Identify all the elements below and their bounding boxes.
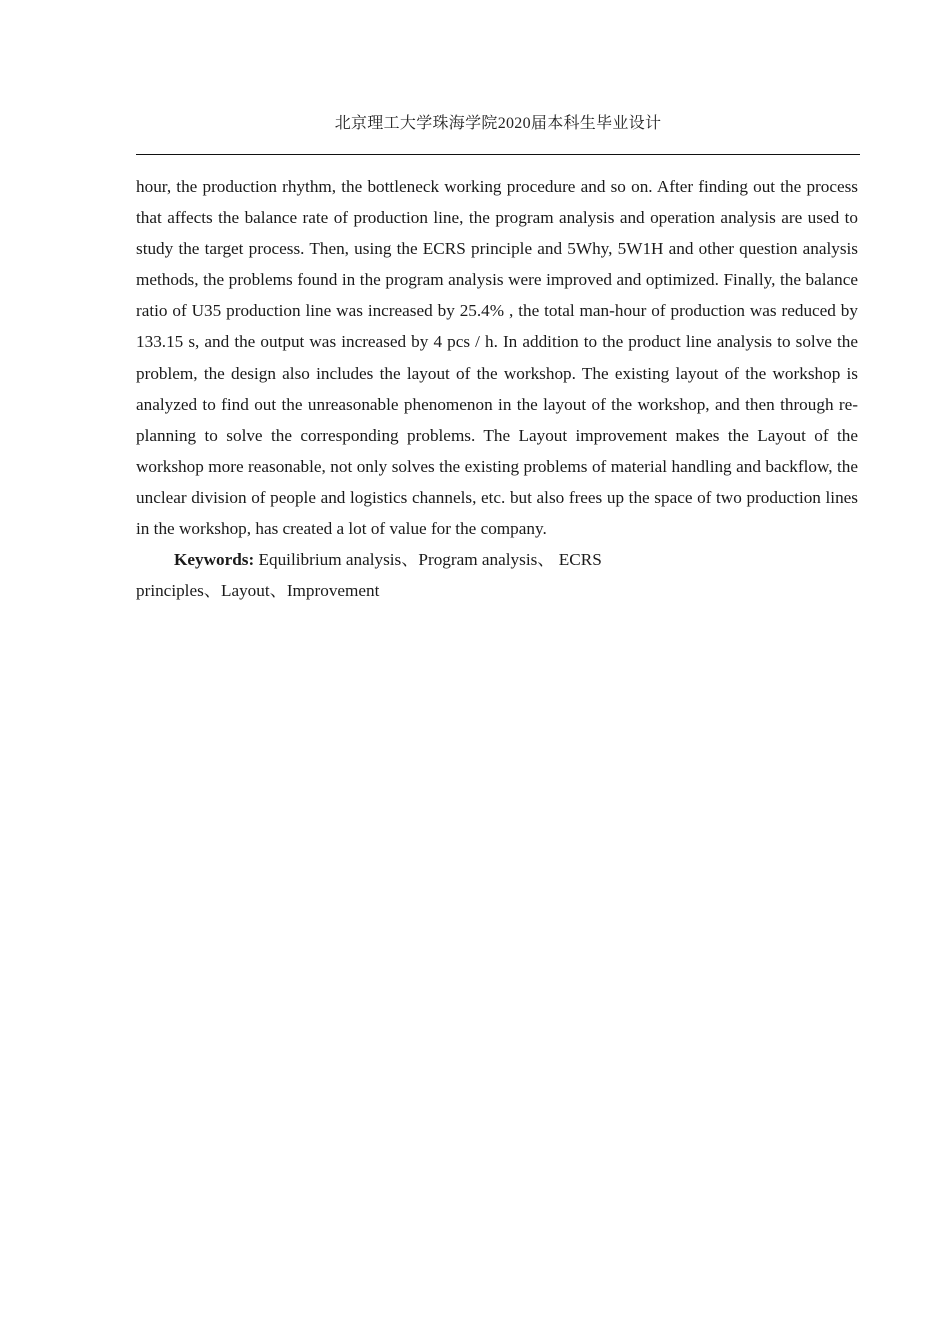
keywords-values-line1: Equilibrium analysis、Program analysis、 ECRS xyxy=(254,550,602,570)
keywords-values-line2: principles、Layout、Improvement xyxy=(136,581,380,601)
header-divider xyxy=(136,154,860,155)
keywords-label: Keywords: xyxy=(174,550,255,570)
abstract-body xyxy=(136,171,858,606)
abstract-paragraph: hour, the production rhythm, the bottleneck working procedure and so on. After finding out the process that affects the balance rate of production line, the program analysis and operation analysis are used to study the target process. Then, using the ECRS principle and 5Why, 5W1H and other question analysis methods, the problems found in the program analysis were improved and optimized. Finally, the balance ratio of U35 production line was increased by 25.4% , the total man-hour of production was reduced by 133.15 s, and the output was increased by 4 pcs / h. In addition to the product line analysis to solve the problem, the design also includes the layout of the workshop. The existing layout of the workshop is analyzed to find out the unreasonable phenomenon in the layout of the workshop, and then through re-planning to solve the corresponding problems. The Layout improvement makes the Layout of the workshop more reasonable, not only solves the existing problems of material handling and backflow, the unclear division of people and logistics channels, etc. but also frees up the space of two production lines in the workshop, has created a lot of value for the company. xyxy=(136,177,858,539)
running-header: 北京理工大学珠海学院2020届本科生毕业设计 xyxy=(334,115,662,132)
keywords-line xyxy=(136,544,858,606)
